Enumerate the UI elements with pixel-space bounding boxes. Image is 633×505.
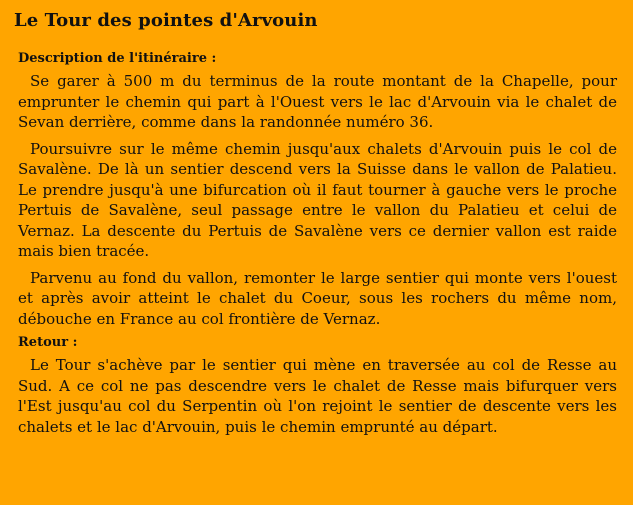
description-paragraph: Se garer à 500 m du terminus de la route montant de la Chapelle, pour emprunter le chemin qui part à l'Ouest vers le lac d'Arvouin via le chalet de Sevan derrière, comme dans la randonnée numéro 36. — [18, 72, 617, 131]
description-paragraph: Poursuivre sur le même chemin jusqu'aux chalets d'Arvouin puis le col de Savalène. De là un sentier descend vers la Suisse dans le vallon de Palatieu. Le prendre jusqu'à une bifurcation où il faut tourner à gauche vers le proche Pertuis de Savalène, seul passage entre le vallon du Palatieu et celui de Vernaz. La descente du Pertuis de Savalène vers ce dernier vallon est raide mais bien tracée. — [18, 139, 617, 260]
page-title: Le Tour des pointes d'Arvouin — [14, 10, 318, 31]
retour-paragraph: Le Tour s'achève par le sentier qui mène en traversée au col de Resse au Sud. A ce col ne pas descendre vers le chalet de Resse mais bifurquer vers l'Est jusqu'au col du Serpentin où l'on rejoint le sentier de descente vers les chalets et le lac d'Arvouin, puis le chemin emprunté au départ. — [18, 356, 617, 436]
description-label: Description de l'itinéraire : — [18, 51, 217, 66]
description-paragraph: Parvenu au fond du vallon, remonter le large sentier qui monte vers l'ouest et après avoir atteint le chalet du Coeur, sous les rochers du même nom, débouche en France au col frontière de Vernaz. — [18, 268, 617, 328]
retour-label: Retour : — [18, 335, 78, 350]
